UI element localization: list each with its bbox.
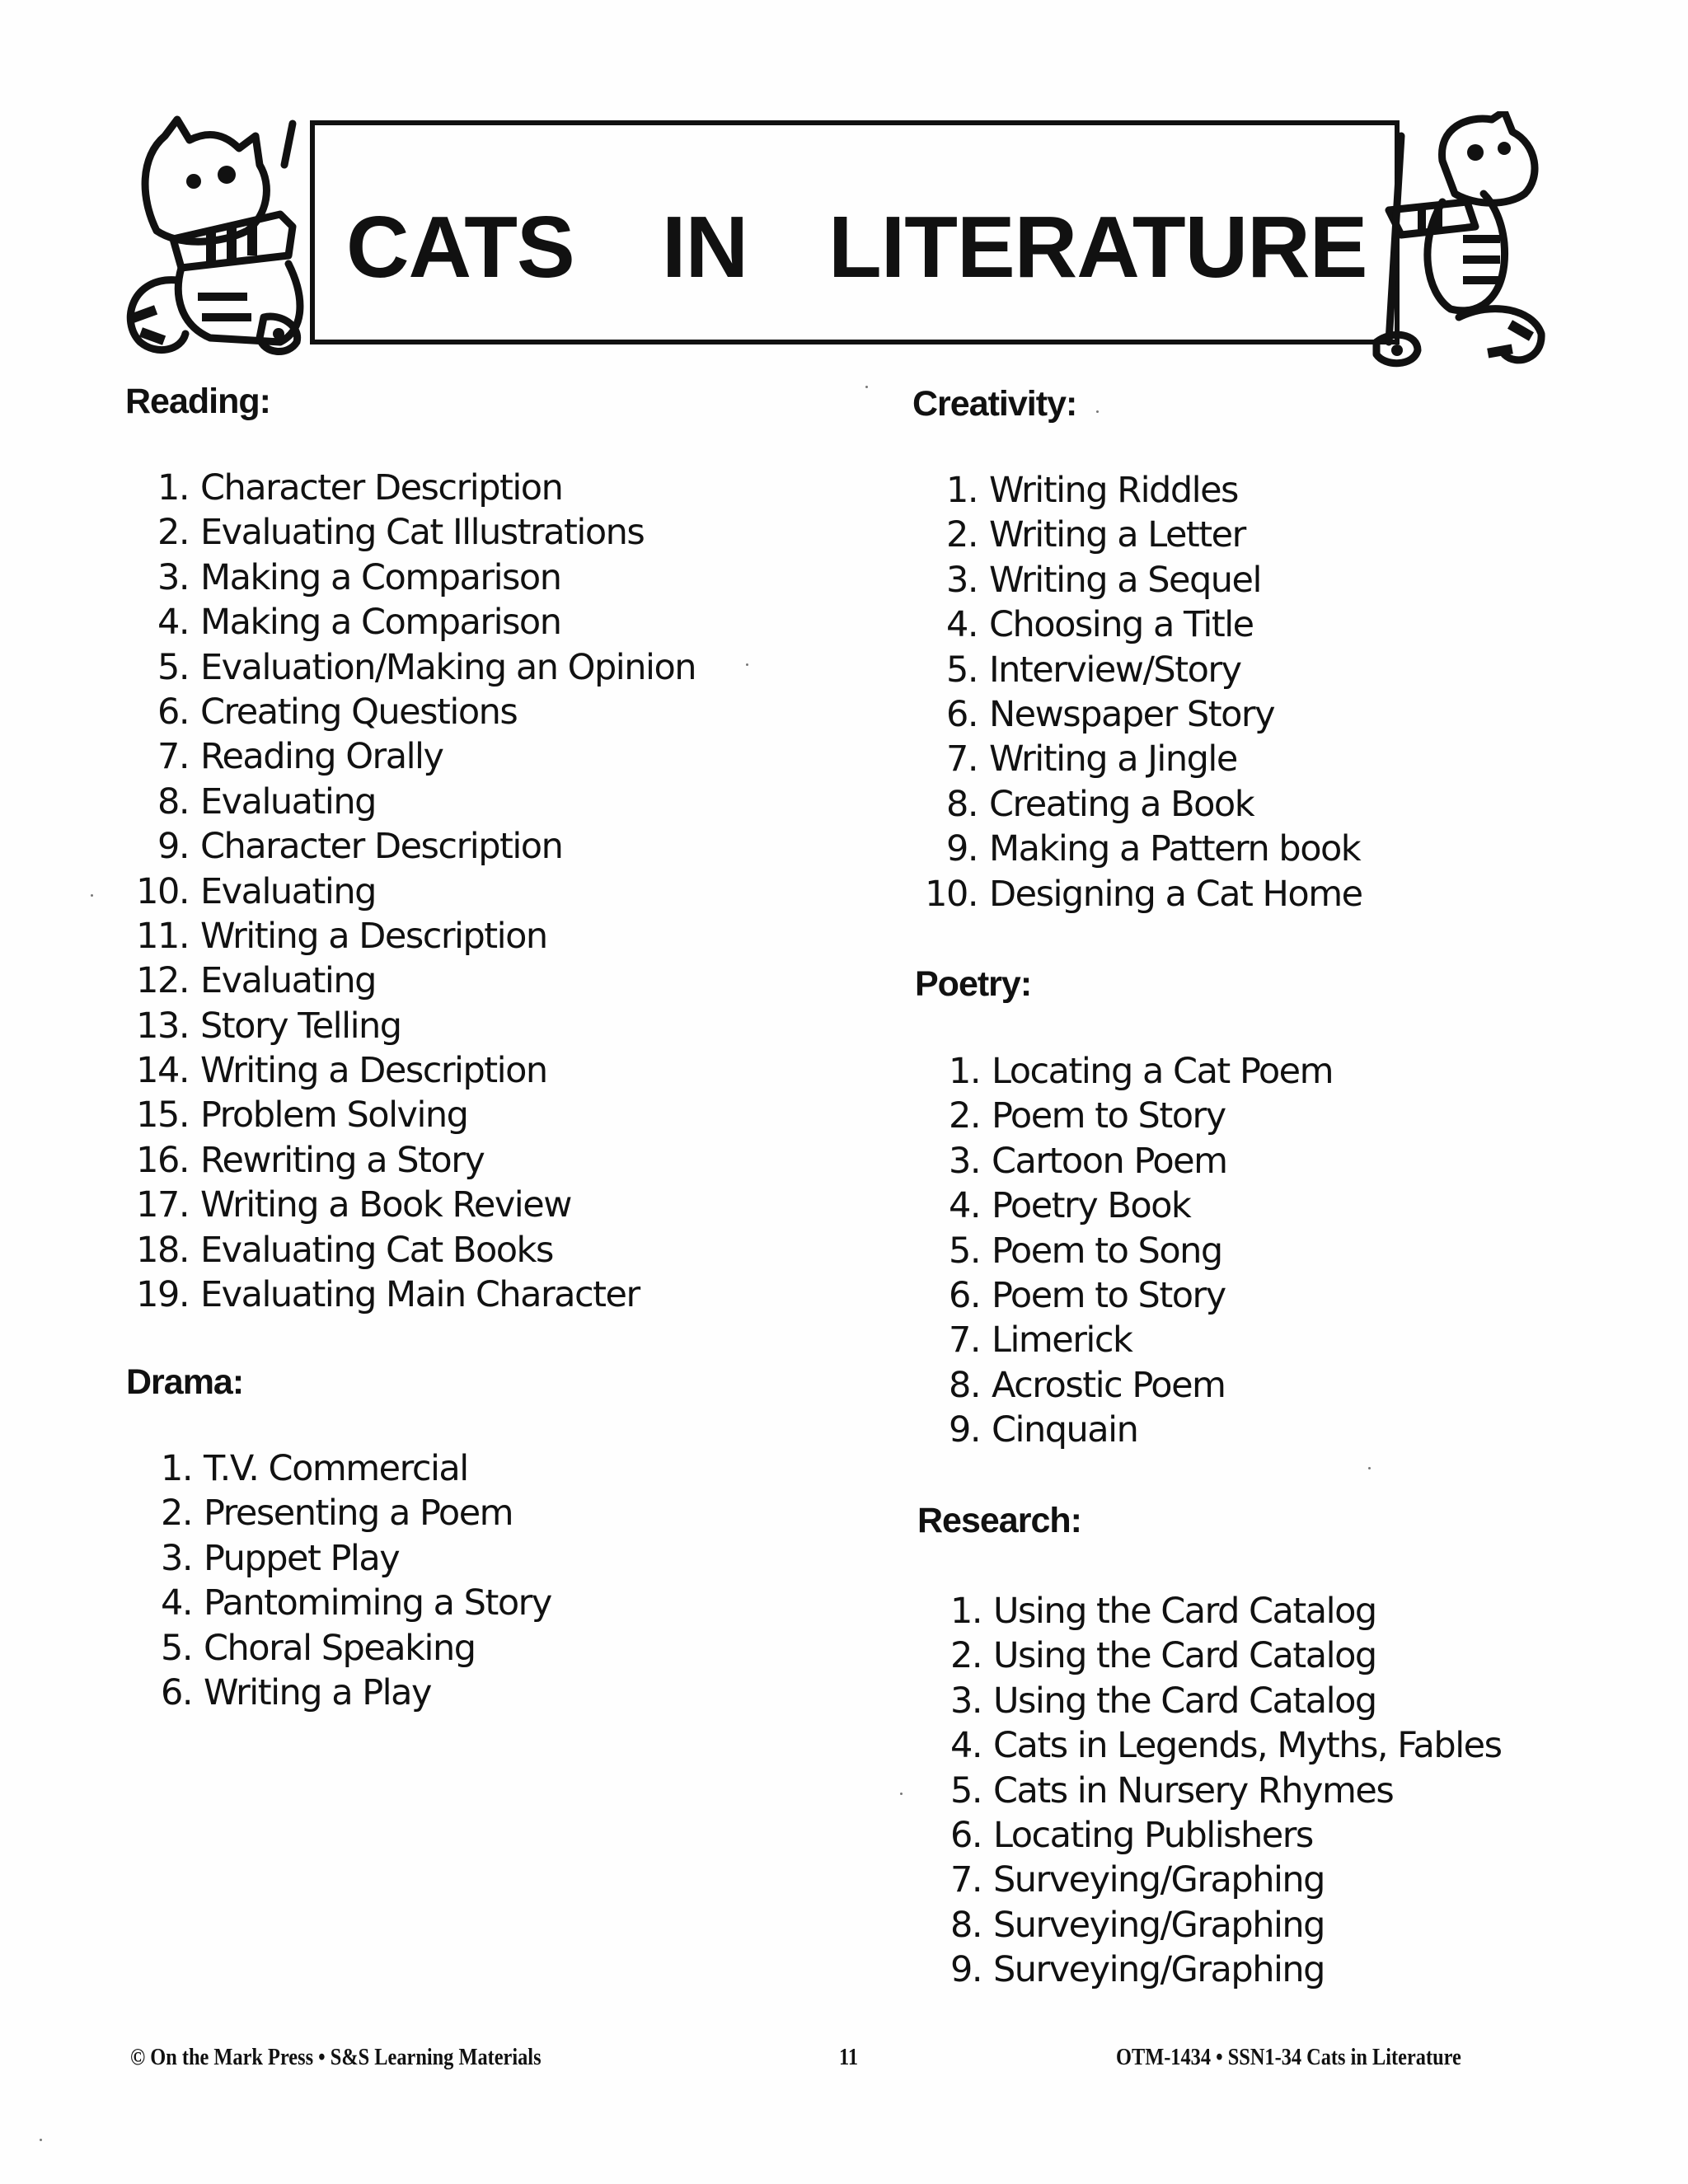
item-number: 1. [948, 1051, 980, 1092]
list-item [136, 1228, 696, 1272]
footer-publisher: © On the Mark Press • S&S Learning Materials [130, 2044, 542, 2070]
item-number: 5. [160, 1627, 192, 1669]
list-item [136, 1048, 696, 1093]
item-label: Newspaper Story [989, 693, 1275, 735]
scan-speck [1096, 410, 1099, 413]
item-number: 2. [950, 1635, 982, 1677]
item-label: Puppet Play [204, 1537, 400, 1579]
item-label: Cartoon Poem [992, 1140, 1227, 1182]
item-label: Using the Card Catalog [993, 1680, 1376, 1722]
item-label: Presenting a Poem [204, 1493, 513, 1535]
item-label: Acrostic Poem [992, 1364, 1226, 1406]
item-number: 2. [945, 514, 978, 556]
item-number: 5. [945, 649, 978, 691]
scan-speck [746, 663, 748, 666]
item-label: Designing a Cat Home [989, 873, 1362, 915]
list-item [945, 692, 1362, 737]
item-label: Writing a Description [200, 915, 547, 957]
item-label: Evaluation/Making an Opinion [200, 646, 696, 688]
list-item [136, 869, 696, 914]
item-number: 9. [950, 1949, 982, 1991]
list-item [948, 1318, 1333, 1362]
list-item [136, 1093, 696, 1137]
list-item [950, 1858, 1502, 1902]
item-number: 1. [945, 470, 978, 511]
item-number: 18. [136, 1229, 189, 1271]
list-item [160, 1581, 551, 1625]
item-label: Character Description [200, 467, 563, 509]
item-label: Locating a Cat Poem [992, 1051, 1333, 1092]
item-label: Surveying/Graphing [993, 1859, 1325, 1901]
item-label: Creating a Book [989, 783, 1254, 825]
list-item [950, 1903, 1502, 1947]
item-label: Evaluating Cat Illustrations [200, 512, 645, 554]
list-item [950, 1947, 1502, 1992]
list-item [160, 1491, 551, 1535]
list-item [948, 1139, 1333, 1183]
list-item [160, 1536, 551, 1581]
item-number: 4. [950, 1725, 982, 1767]
item-number: 8. [948, 1364, 980, 1406]
item-number: 16. [136, 1139, 189, 1181]
item-label: Character Description [200, 826, 563, 868]
list-item [157, 734, 696, 779]
item-label: Evaluating [200, 780, 376, 823]
list-item [160, 1671, 551, 1715]
item-number: 8. [945, 783, 978, 825]
item-label: Locating Publishers [993, 1814, 1313, 1856]
scan-speck [900, 1793, 903, 1795]
list-item [136, 1004, 696, 1048]
list-item [136, 914, 696, 958]
scan-speck [91, 894, 93, 897]
section-heading-drama: Drama: [126, 1362, 244, 1402]
list-item [950, 1813, 1502, 1858]
list-item [157, 510, 696, 555]
item-label: Making a Pattern book [989, 828, 1361, 870]
list-item [950, 1633, 1502, 1678]
list-item [950, 1769, 1502, 1813]
item-label: Poem to Story [992, 1095, 1226, 1137]
list-item [136, 1272, 696, 1317]
item-number: 6. [950, 1814, 982, 1856]
item-label: Writing Riddles [989, 470, 1238, 511]
item-number: 19. [136, 1274, 189, 1316]
list-item [157, 824, 696, 869]
item-number: 2. [157, 512, 189, 554]
item-number: 3. [950, 1680, 982, 1722]
item-label: Making a Comparison [200, 602, 561, 644]
item-label: Evaluating Cat Books [200, 1229, 553, 1271]
list-item [945, 468, 1362, 513]
item-label: Using the Card Catalog [993, 1591, 1376, 1632]
reading-list [136, 466, 696, 1317]
list-item [160, 1626, 551, 1671]
item-number: 4. [945, 604, 978, 646]
list-item [136, 958, 696, 1003]
item-label: Writing a Jingle [989, 738, 1237, 780]
item-number: 9. [157, 826, 189, 868]
item-number: 13. [136, 1005, 189, 1047]
item-number: 5. [948, 1230, 980, 1272]
item-number: 15. [136, 1094, 189, 1137]
item-number: 8. [950, 1904, 982, 1946]
item-label: Poetry Book [992, 1185, 1191, 1227]
item-label: Cinquain [992, 1409, 1138, 1451]
list-item [948, 1363, 1333, 1408]
section-heading-research: Research: [917, 1501, 1081, 1540]
item-number: 2. [948, 1095, 980, 1137]
list-item [136, 1183, 696, 1227]
item-number: 12. [136, 960, 189, 1002]
footer-product-code: OTM-1434 • SSN1-34 Cats in Literature [1116, 2044, 1461, 2070]
list-item [925, 872, 1362, 916]
creativity-list [925, 468, 1362, 916]
list-item [948, 1049, 1333, 1094]
item-number: 3. [948, 1140, 980, 1182]
item-number: 3. [160, 1537, 192, 1579]
item-label: Writing a Description [200, 1050, 547, 1092]
list-item [950, 1589, 1502, 1633]
list-item [950, 1679, 1502, 1723]
list-item [948, 1229, 1333, 1273]
list-item [160, 1446, 551, 1491]
item-number: 5. [950, 1769, 982, 1811]
item-number: 7. [945, 738, 978, 780]
item-number: 6. [945, 693, 978, 735]
item-label: Evaluating [200, 870, 376, 912]
item-label: Poem to Story [992, 1274, 1226, 1316]
list-item [948, 1273, 1333, 1318]
item-number: 11. [136, 915, 189, 957]
poetry-list [948, 1049, 1333, 1453]
item-number: 3. [945, 559, 978, 601]
item-number: 5. [157, 646, 189, 688]
item-label: Problem Solving [200, 1094, 468, 1137]
list-item [945, 558, 1362, 602]
item-number: 2. [160, 1493, 192, 1535]
right-cat-illustration-icon [1352, 111, 1550, 375]
list-item [950, 1723, 1502, 1768]
item-number: 17. [136, 1184, 189, 1226]
item-number: 10. [136, 870, 189, 912]
item-label: Reading Orally [200, 736, 443, 778]
page-title [346, 198, 1367, 297]
list-item [948, 1094, 1333, 1138]
list-item [136, 1138, 696, 1183]
item-label: Writing a Sequel [989, 559, 1261, 601]
item-label: T.V. Commercial [204, 1448, 468, 1489]
list-item [945, 827, 1362, 871]
list-item [157, 645, 696, 690]
item-number: 6. [160, 1671, 192, 1713]
item-number: 3. [157, 556, 189, 598]
list-item [945, 513, 1362, 557]
item-label: Creating Questions [200, 691, 518, 733]
list-item [157, 600, 696, 644]
item-number: 7. [157, 736, 189, 778]
item-label: Choral Speaking [204, 1627, 476, 1669]
item-label: Interview/Story [989, 649, 1241, 691]
item-number: 6. [948, 1274, 980, 1316]
item-number: 9. [948, 1409, 980, 1451]
item-label: Story Telling [200, 1005, 401, 1047]
item-number: 7. [950, 1859, 982, 1901]
item-label: Choosing a Title [989, 604, 1254, 646]
list-item [945, 648, 1362, 692]
item-label: Evaluating [200, 960, 376, 1002]
list-item [945, 602, 1362, 647]
item-number: 8. [157, 780, 189, 823]
item-label: Writing a Play [204, 1671, 431, 1713]
list-item [157, 555, 696, 600]
item-label: Rewriting a Story [200, 1139, 485, 1181]
title-word-literature: LITERATURE [828, 199, 1367, 296]
item-label: Limerick [992, 1319, 1132, 1361]
item-label: Surveying/Graphing [993, 1949, 1325, 1991]
left-cat-illustration-icon [115, 115, 338, 363]
item-label: Pantomiming a Story [204, 1582, 551, 1624]
item-label: Poem to Song [992, 1230, 1222, 1272]
list-item [945, 782, 1362, 827]
item-number: 6. [157, 691, 189, 733]
item-number: 7. [948, 1319, 980, 1361]
item-label: Evaluating Main Character [200, 1274, 640, 1316]
item-number: 14. [136, 1050, 189, 1092]
item-number: 9. [945, 828, 978, 870]
section-heading-reading: Reading: [125, 382, 270, 421]
list-item [157, 780, 696, 824]
item-label: Writing a Book Review [200, 1184, 571, 1226]
item-label: Making a Comparison [200, 556, 561, 598]
scan-speck [40, 2139, 42, 2141]
item-label: Surveying/Graphing [993, 1904, 1325, 1946]
title-word-cats: CATS [346, 199, 574, 296]
item-number: 4. [948, 1185, 980, 1227]
scan-speck [865, 386, 868, 388]
item-number: 1. [160, 1448, 192, 1489]
item-number: 1. [950, 1591, 982, 1632]
item-label: Cats in Legends, Myths, Fables [993, 1725, 1502, 1767]
drama-list [160, 1446, 551, 1715]
list-item [945, 737, 1362, 781]
list-item [948, 1408, 1333, 1452]
item-number: 1. [157, 467, 189, 509]
title-word-in: IN [662, 199, 748, 296]
scan-speck [1368, 1467, 1371, 1469]
section-heading-poetry: Poetry: [915, 964, 1032, 1004]
item-label: Cats in Nursery Rhymes [993, 1769, 1394, 1811]
list-item [157, 690, 696, 734]
item-label: Writing a Letter [989, 514, 1245, 556]
item-label: Using the Card Catalog [993, 1635, 1376, 1677]
section-heading-creativity: Creativity: [912, 384, 1077, 424]
research-list [950, 1589, 1502, 1993]
list-item [948, 1183, 1333, 1228]
item-number: 4. [157, 602, 189, 644]
item-number: 10. [925, 873, 978, 915]
list-item [157, 466, 696, 510]
item-number: 4. [160, 1582, 192, 1624]
footer-page-number: 11 [839, 2044, 859, 2070]
